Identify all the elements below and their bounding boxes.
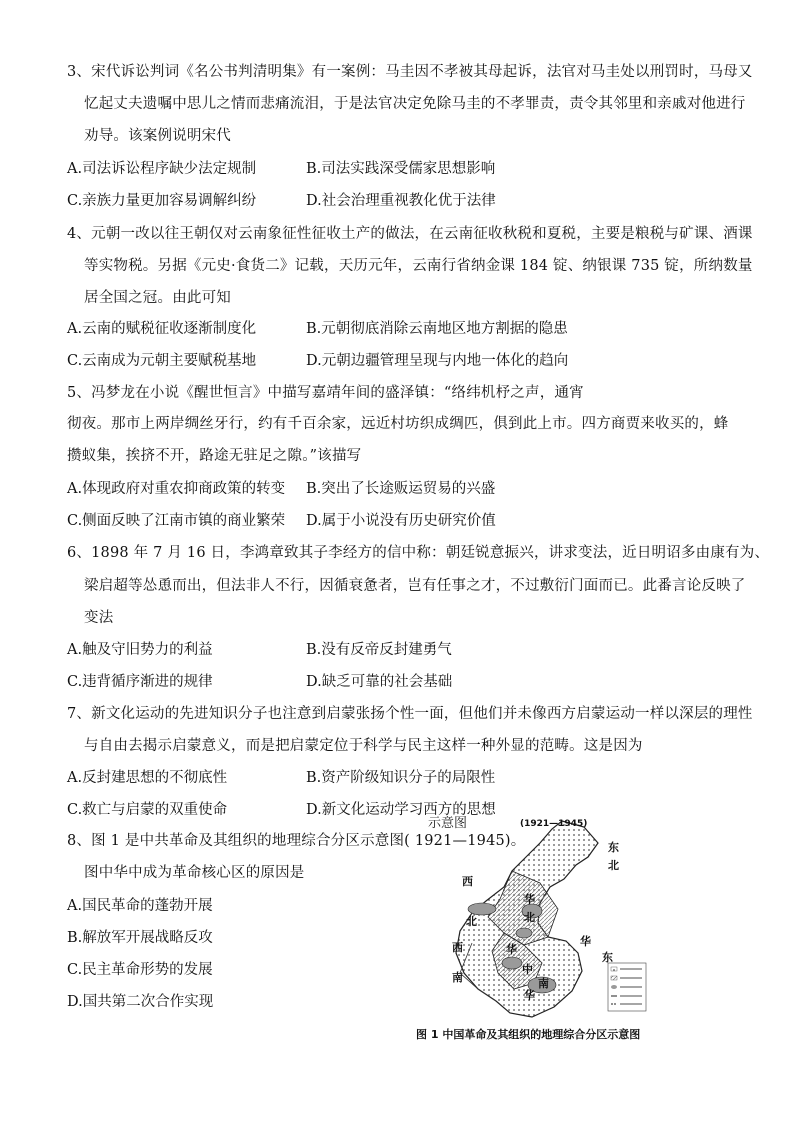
q7-option-c[interactable]: C.救亡与启蒙的双重使命 (67, 802, 228, 818)
q6-option-d[interactable]: D.缺乏可靠的社会基础 (306, 674, 453, 690)
q4-stem-line-1: 4、元朝一改以往王朝仅对云南象征性征收土产的做法，在云南征收秋税和夏税，主要是粮税与矿课、酒课 (67, 226, 753, 242)
q4-option-b[interactable]: B.元朝彻底消除云南地区地方割据的隐患 (306, 321, 568, 337)
q5-stem-line-1: 5、冯梦龙在小说《醒世恒言》中描写嘉靖年间的盛泽镇：“络纬机杼之声，通宵 (67, 385, 584, 401)
region-label: 东 (608, 841, 619, 854)
base-area-marker (502, 957, 522, 969)
q7-option-b[interactable]: B.资产阶级知识分子的局限性 (306, 770, 496, 786)
q8-option-a[interactable]: A.国民革命的蓬勃开展 (67, 898, 213, 914)
q4-stem-line-2: 等实物税。另据《元史·食货二》记载，天历元年，云南行省纳金课 184 锭、纳银课 735 锭，所纳数量 (84, 258, 753, 274)
q8-stem-line-2: 图中华中成为革命核心区的原因是 (84, 865, 305, 881)
q5-option-c[interactable]: C.侧面反映了江南市镇的商业繁荣 (67, 513, 286, 529)
region-label: 华 (524, 989, 535, 1002)
q3-stem-line-2: 忆起丈夫遗嘱中思儿之情而悲痛流泪，于是法官决定免除马圭的不孝罪责，责令其邻里和亲戚对他进行 (84, 96, 746, 112)
q6-stem-line-2: 梁启超等怂恿而出，但法非人不行，因循衰惫者，岂有任事之才，不过敷衍门面而已。此番言论反映了 (84, 578, 746, 594)
q4-option-d[interactable]: D.元朝边疆管理呈现与内地一体化的趋向 (306, 353, 569, 369)
q7-option-a[interactable]: A.反封建思想的不彻底性 (67, 770, 228, 786)
q5-stem-line-3: 攒蚁集，挨挤不开，路途无驻足之隙。”该描写 (67, 448, 362, 464)
q5-option-b[interactable]: B.突出了长途贩运贸易的兴盛 (306, 481, 496, 497)
q3-option-c[interactable]: C.亲族力量更加容易调解纠纷 (67, 193, 257, 209)
q6-stem-line-3: 变法 (84, 610, 114, 626)
region-label: 西 (462, 875, 473, 888)
region-label: 中 (522, 963, 533, 976)
q7-stem-line-2: 与自由去揭示启蒙意义，而是把启蒙定位于科学与民主这样一种外显的范畴。这是因为 (84, 738, 643, 754)
region-label: 北 (524, 911, 535, 924)
region-label: 华 (580, 935, 591, 948)
q3-stem-line-1: 3、宋代诉讼判词《名公书判清明集》有一案例：马圭因不孝被其母起诉，法官对马圭处以刑罚时，马母又 (67, 64, 753, 80)
q3-stem-line-3: 劝导。该案例说明宋代 (84, 128, 231, 144)
q4-stem-line-3: 居全国之冠。由此可知 (84, 290, 231, 306)
region-label: 华 (524, 893, 535, 906)
q8-option-c[interactable]: C.民主革命形势的发展 (67, 962, 213, 978)
region-label: 南 (538, 977, 549, 990)
region-label: 北 (608, 859, 619, 872)
q3-option-a[interactable]: A.司法诉讼程序缺少法定规制 (67, 161, 257, 177)
region-label: 南 (452, 971, 463, 984)
figure-title-fragment: 示意图 (428, 816, 468, 831)
q5-option-a[interactable]: A.体现政府对重农抑商政策的转变 (67, 481, 286, 497)
figure-caption: 图 1 中国革命及其组织的地理综合分区示意图 (416, 1028, 641, 1041)
q8-stem-line-1: 8、图 1 是中共革命及其组织的地理综合分区示意图( 1921—1945)。 (67, 833, 526, 849)
region-label: 东 (602, 951, 613, 964)
q6-option-b[interactable]: B.没有反帝反封建勇气 (306, 642, 452, 658)
map-graphic (412, 813, 652, 1045)
q6-option-a[interactable]: A.触及守旧势力的利益 (67, 642, 213, 658)
base-area-marker (516, 928, 532, 938)
q8-option-b[interactable]: B.解放军开展战略反攻 (67, 930, 213, 946)
region-label: 华 (506, 943, 517, 956)
q4-option-c[interactable]: C.云南成为元朝主要赋税基地 (67, 353, 257, 369)
region-label: 西 (452, 941, 463, 954)
q7-option-d[interactable]: D.新文化运动学习西方的思想 (306, 802, 496, 818)
q6-option-c[interactable]: C.违背循序渐进的规律 (67, 674, 213, 690)
region-label: 北 (466, 915, 477, 928)
q5-option-d[interactable]: D.属于小说没有历史研究价值 (306, 513, 496, 529)
q8-option-d[interactable]: D.国共第二次合作实现 (67, 994, 214, 1010)
q4-option-a[interactable]: A.云南的赋税征收逐渐制度化 (67, 321, 257, 337)
base-area-marker (468, 903, 496, 915)
q3-option-b[interactable]: B.司法实践深受儒家思想影响 (306, 161, 496, 177)
q3-option-d[interactable]: D.社会治理重视教化优于法律 (306, 193, 496, 209)
q6-stem-line-1: 6、1898 年 7 月 16 日，李鸿章致其子李经方的信中称：朝廷锐意振兴，讲求变法，近日明诏多由康有为、 (67, 545, 770, 561)
q5-stem-line-2: 彻夜。那市上两岸绸丝牙行，约有千百余家，远近村坊织成绸匹，俱到此上市。四方商贾来收买的，蜂 (67, 416, 729, 432)
figure-years: (1921—1945) (520, 819, 588, 829)
revolution-zones-map (412, 813, 652, 1045)
q7-stem-line-1: 7、新文化运动的先进知识分子也注意到启蒙张扬个性一面，但他们并未像西方启蒙运动一样以深层的理性 (67, 706, 753, 722)
